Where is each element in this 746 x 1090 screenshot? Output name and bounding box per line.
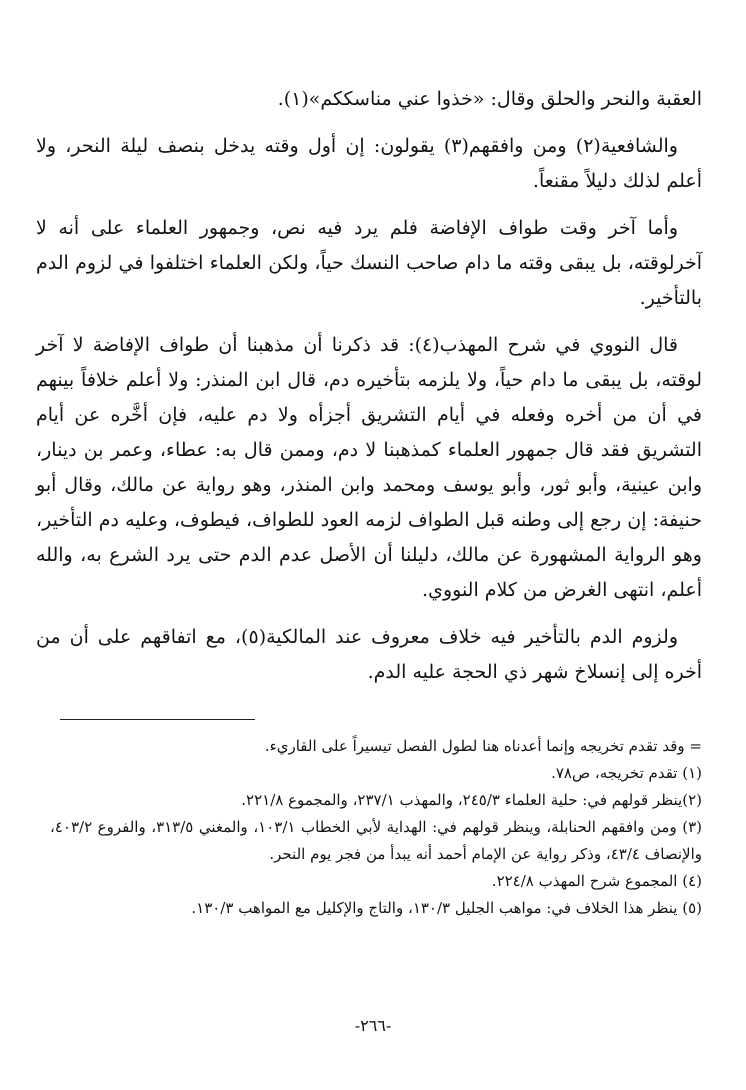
- footnotes: [50, 733, 702, 922]
- footnote-5: (٥) ينظر هذا الخلاف في: مواهب الجليل ١٣٠/٣، والتاج والإكليل مع المواهب ١٣٠/٣.: [191, 899, 702, 917]
- paragraph-4: قال النووي في شرح المهذب(٤): قد ذكرنا أن مذهبنا أن طواف الإفاضة لا آخر لوقته، بل يبقى ما دام حياً، ولا يلزمه بتأخيره دم، قال ابن المنذر: ولا أعلم خلافاً بينهم في أن من أخره وفعله في أيام التشريق أجزأه ولا دم عليه، فإن أخَّره عن أيام التشريق فقد قال جمهور العلماء كمذهبنا لا دم، وممن قال به: عطاء، وعمر بن دينار، وابن عينية، وأبو ثور، وأبو يوسف ومحمد وابن المنذر، وهو رواية عن مالك، وقال أبو حنيفة: إن رجع إلى وطنه قبل الطواف لزمه العود للطواف، فيطوف، وعليه دم التأخير، وهو الرواية المشهورة عن مالك، دليلنا أن الأصل عدم الدم حتى يرد الشرع به، والله أعلم، انتهى الغرض من كلام النووي.: [36, 334, 702, 601]
- footnote-continuation: = وقد تقدم تخريجه وإنما أعدناه هنا لطول الفصل تيسيراً على القاريء.: [264, 737, 702, 755]
- footnote-divider: [60, 719, 255, 720]
- page-number: -٢٦٦-: [354, 1016, 392, 1035]
- paragraph-3: وأما آخر وقت طواف الإفاضة فلم يرد فيه نص، وجمهور العلماء على أنه لا آخرلوقته، بل يبقى وقته ما دام صاحب النسك حياً، ولكن العلماء اختلفوا في لزوم الدم بالتأخير.: [36, 217, 702, 309]
- paragraph-1: العقبة والنحر والحلق وقال: «خذوا عني مناسككم»(١).: [277, 88, 702, 110]
- paragraph-2: والشافعية(٢) ومن وافقهم(٣) يقولون: إن أول وقته يدخل بنصف ليلة النحر، ولا أعلم لذلك دليلاً مقنعاً.: [36, 135, 702, 192]
- main-text: [36, 82, 702, 702]
- footnote-4: (٤) المجموع شرح المهذب ٢٢٤/٨.: [491, 872, 702, 890]
- footnote-2: (٢)ينظر قولهم في: حلية العلماء ٢٤٥/٣، والمهذب ٢٣٧/١، والمجموع ٢٢١/٨.: [241, 791, 702, 809]
- paragraph-5: ولزوم الدم بالتأخير فيه خلاف معروف عند المالكية(٥)، مع اتفاقهم على أن من أخره إلى إنسلاخ شهر ذي الحجة عليه الدم.: [36, 626, 702, 683]
- footnote-3: (٣) ومن وافقهم الحنابلة، وينظر قولهم في: الهداية لأبي الخطاب ١٠٣/١، والمغني ٣١٣/٥، والفروع ٤٠٣/٢، والإنصاف ٤٣/٤، وذكر رواية عن الإمام أحمد أنه يبدأ من فجر يوم النحر.: [50, 818, 702, 863]
- footnote-1: (١) تقدم تخريجه، ص٧٨.: [551, 764, 702, 782]
